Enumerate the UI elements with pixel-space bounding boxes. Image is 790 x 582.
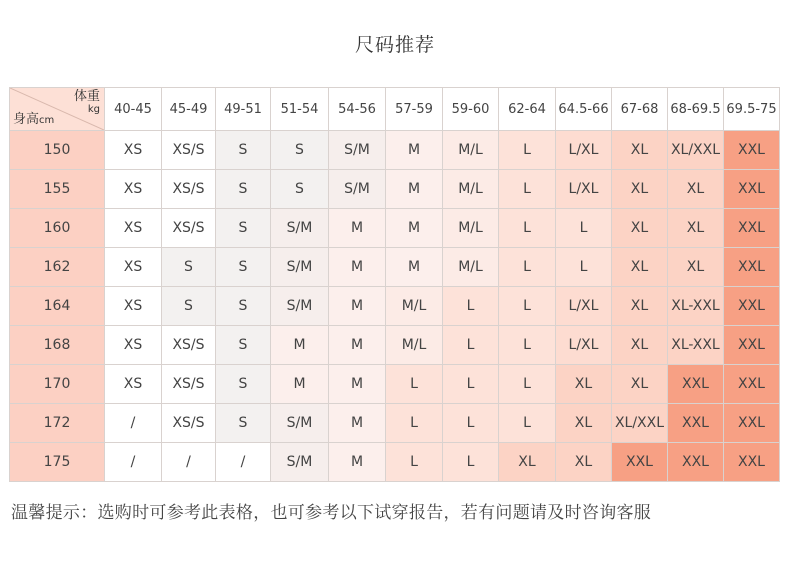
size-cell: S/M [271,248,329,287]
table-row [10,326,780,365]
size-cell: M [271,326,329,365]
size-cell: XL-XXL [668,326,724,365]
size-cell: XXL [724,248,780,287]
table-row [10,248,780,287]
size-cell: XS [105,209,162,248]
size-cell: L [499,404,556,443]
size-cell: L [386,365,443,404]
size-cell: XL [556,365,612,404]
height-cell: 162 [10,248,105,287]
size-cell: XXL [724,365,780,404]
size-cell: XL [612,131,668,170]
size-cell: XL [612,170,668,209]
weight-header: 51-54 [271,88,329,131]
size-cell: / [162,443,216,482]
weight-header: 54-56 [329,88,386,131]
size-cell: XS/S [162,365,216,404]
size-cell: XS [105,287,162,326]
size-cell: XS/S [162,131,216,170]
table-row [10,365,780,404]
size-cell: XXL [668,365,724,404]
size-cell: XL [556,404,612,443]
size-cell: L/XL [556,287,612,326]
size-cell: S [216,131,271,170]
weight-header: 45-49 [162,88,216,131]
size-cell: XXL [724,287,780,326]
size-cell: L [443,443,499,482]
size-cell: XL [612,365,668,404]
size-cell: XXL [724,131,780,170]
table-row [10,170,780,209]
size-cell: XL [612,248,668,287]
size-cell: XXL [668,404,724,443]
size-cell: XS [105,248,162,287]
size-cell: XL/XXL [612,404,668,443]
size-cell: XL [556,443,612,482]
size-cell: XS [105,170,162,209]
size-cell: XS [105,365,162,404]
height-cell: 150 [10,131,105,170]
size-cell: S [162,287,216,326]
height-cell: 172 [10,404,105,443]
size-cell: S [216,326,271,365]
size-cell: XL [612,287,668,326]
size-cell: M/L [443,131,499,170]
height-cell: 164 [10,287,105,326]
size-cell: M [329,443,386,482]
corner-height-unit: cm [39,115,55,126]
height-cell: 170 [10,365,105,404]
size-cell: L [386,404,443,443]
size-cell: M [386,209,443,248]
weight-header: 62-64 [499,88,556,131]
height-cell: 175 [10,443,105,482]
size-cell: L [499,209,556,248]
weight-header: 40-45 [105,88,162,131]
size-cell: XS/S [162,170,216,209]
size-cell: XXL [724,170,780,209]
size-cell: L [556,248,612,287]
size-cell: S [216,365,271,404]
size-cell: M [271,365,329,404]
corner-weight-unit: kg [87,104,100,115]
height-cell: 155 [10,170,105,209]
size-cell: XXL [724,404,780,443]
size-cell: / [105,443,162,482]
size-cell: L [499,287,556,326]
size-cell: XS/S [162,326,216,365]
size-cell: XL [668,170,724,209]
size-cell: XS [105,131,162,170]
size-cell: L [499,131,556,170]
size-cell: S [162,248,216,287]
size-cell: S [271,170,329,209]
height-cell: 160 [10,209,105,248]
weight-header: 59-60 [443,88,499,131]
size-cell: XL [612,209,668,248]
weight-header: 57-59 [386,88,443,131]
size-cell: L [499,170,556,209]
size-cell: S [216,404,271,443]
size-cell: S [216,287,271,326]
table-row [10,404,780,443]
tip-note: 温馨提示：选购时可参考此表格，也可参考以下试穿报告，若有问题请及时咨询客服 [11,503,652,523]
size-cell: L [443,365,499,404]
weight-header: 68-69.5 [668,88,724,131]
table-row [10,209,780,248]
weight-header-row [10,88,780,131]
size-cell: S/M [271,287,329,326]
size-cell: L [443,404,499,443]
size-cell: XXL [612,443,668,482]
weight-header: 49-51 [216,88,271,131]
size-cell: L [443,287,499,326]
size-cell: XS [105,326,162,365]
size-cell: M [386,248,443,287]
size-cell: M [329,404,386,443]
size-cell: M [329,248,386,287]
size-cell: XL [499,443,556,482]
table-row [10,131,780,170]
size-cell: M [329,287,386,326]
size-cell: / [216,443,271,482]
size-cell: L [499,326,556,365]
size-cell: M/L [443,170,499,209]
table-row [10,287,780,326]
corner-header-cell [10,88,105,131]
size-cell: L/XL [556,326,612,365]
weight-header: 64.5-66 [556,88,612,131]
size-cell: S/M [271,443,329,482]
size-cell: L [556,209,612,248]
size-cell: M/L [386,326,443,365]
size-cell: L [499,248,556,287]
size-cell: S/M [329,170,386,209]
size-cell: S [216,170,271,209]
size-cell: L [443,326,499,365]
size-cell: XXL [668,443,724,482]
size-cell: XL [668,209,724,248]
size-cell: M [386,131,443,170]
size-cell: XS/S [162,209,216,248]
size-cell: L/XL [556,170,612,209]
size-cell: XXL [724,443,780,482]
size-cell: S [216,209,271,248]
size-cell: S [271,131,329,170]
page-title: 尺码推荐 [354,34,435,56]
weight-header: 67-68 [612,88,668,131]
corner-weight-label: 体重 kg [73,89,100,115]
size-cell: / [105,404,162,443]
size-cell: XS/S [162,404,216,443]
corner-height-label: 身高cm [13,112,55,127]
weight-header: 69.5-75 [724,88,780,131]
size-cell: S [216,248,271,287]
size-cell: M [386,170,443,209]
size-cell: XXL [724,209,780,248]
size-cell: M [329,326,386,365]
size-cell: XXL [724,326,780,365]
height-cell: 168 [10,326,105,365]
size-cell: XL [612,326,668,365]
size-cell: L/XL [556,131,612,170]
size-cell: L [386,443,443,482]
size-cell: XL-XXL [668,287,724,326]
size-cell: S/M [271,209,329,248]
size-cell: S/M [271,404,329,443]
size-chart-table [9,87,780,482]
size-table-body [10,131,780,482]
size-cell: XL/XXL [668,131,724,170]
size-cell: M/L [443,248,499,287]
size-cell: L [499,365,556,404]
size-cell: M/L [386,287,443,326]
size-cell: XL [668,248,724,287]
size-cell: M/L [443,209,499,248]
size-cell: M [329,209,386,248]
size-cell: M [329,365,386,404]
table-row [10,443,780,482]
size-cell: S/M [329,131,386,170]
